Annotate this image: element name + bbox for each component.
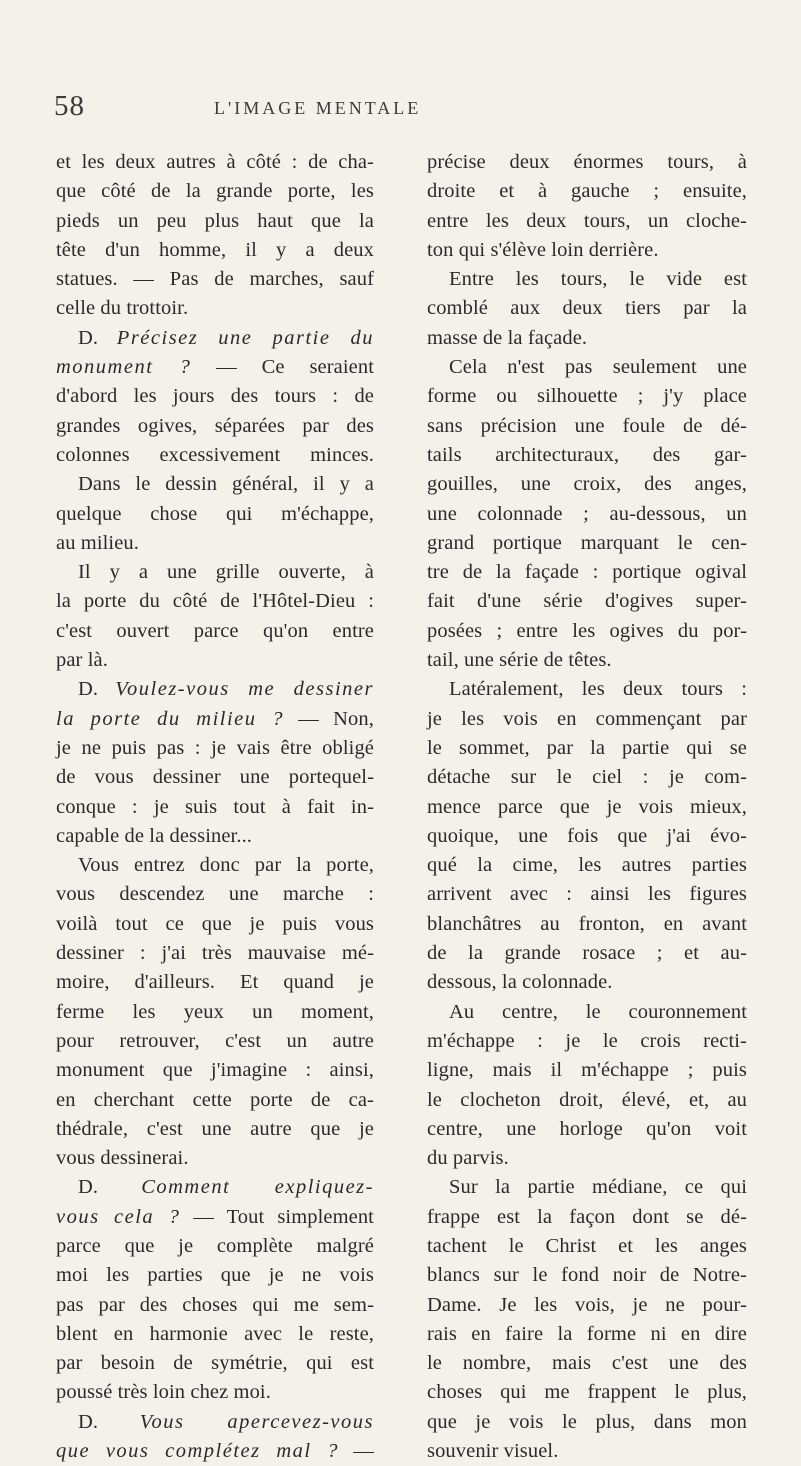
italic-text: Voulez-vous me dessiner [115, 678, 375, 701]
text-line: la porte du côté de l'Hôtel-Dieu : [56, 590, 374, 613]
text-line: en cherchant cette porte de ca- [56, 1088, 374, 1111]
text-line: Latéralement, les deux tours : [449, 678, 747, 701]
text-line: pieds un peu plus haut que la [56, 209, 374, 232]
text-line: choses qui me frappent le plus, [427, 1381, 747, 1404]
text-line: statues. — Pas de marches, sauf [56, 268, 374, 291]
text-line: monument ? — Ce seraient [56, 356, 374, 379]
text-column-left [56, 148, 374, 1466]
text-line: par besoin de symétrie, qui est [56, 1352, 374, 1375]
page-header [54, 90, 747, 124]
text-line: D. Comment expliquez- [78, 1176, 374, 1199]
text-line: du parvis. [427, 1147, 509, 1170]
text-line: forme ou silhouette ; j'y place [427, 385, 747, 408]
text-line: thédrale, c'est une autre que je [56, 1117, 374, 1140]
text-line: colonnes excessivement minces. [56, 443, 374, 466]
text-line: masse de la façade. [427, 326, 588, 349]
text-line: frappe est la façon dont se dé- [427, 1205, 747, 1228]
running-head: L'IMAGE MENTALE [214, 98, 422, 118]
text-line: le nombre, mais c'est une des [427, 1352, 747, 1375]
text-line: pas par des choses qui me sem- [56, 1293, 374, 1316]
text-line: que côté de la grande porte, les [56, 180, 374, 203]
text-line: ferme les yeux un moment, [56, 1000, 374, 1023]
italic-text: que vous complétez mal ? [56, 1440, 340, 1463]
text-line: D. Vous apercevez-vous [78, 1410, 374, 1433]
italic-text: Précisez une partie du [116, 326, 374, 349]
text-line: droite et à gauche ; ensuite, [427, 180, 747, 203]
text-line: de vous dessiner une portequel- [56, 766, 374, 789]
text-line: grand portique marquant le cen- [427, 531, 747, 554]
text-line: et les deux autres à côté : de cha- [56, 151, 374, 173]
text-line: le clocheton droit, élevé, et, au [427, 1088, 747, 1111]
text-line: de la grande rosace ; et au- [427, 942, 747, 965]
text-line: quelque chose qui m'échappe, [56, 502, 374, 525]
text-line: posées ; entre les ogives du por- [427, 619, 747, 642]
text-line: qué la cime, les autres parties [427, 854, 747, 877]
text-line: tail, une série de têtes. [427, 649, 612, 672]
text-line: que je vois le plus, dans mon [427, 1410, 747, 1433]
text-line: tre de la façade : portique ogival [427, 561, 747, 584]
text-column-right [427, 148, 747, 1466]
text-line: monument que j'imagine : ainsi, [56, 1059, 374, 1082]
text-line: centre, une horloge qu'on voit [427, 1117, 747, 1140]
text-line: capable de la dessiner... [56, 824, 253, 847]
italic-text: vous cela ? [56, 1205, 181, 1228]
page-number: 58 [54, 90, 85, 122]
text-line: vous dessinerai. [56, 1147, 189, 1170]
text-line: Cela n'est pas seulement une [449, 356, 747, 379]
text-line: blanchâtres au fronton, en avant [427, 912, 747, 935]
italic-text: Vous apercevez-vous [139, 1410, 374, 1433]
text-line: souvenir visuel. [427, 1440, 559, 1463]
text-line: Vous entrez donc par la porte, [78, 854, 374, 877]
text-line: dessiner : j'ai très mauvaise mé- [56, 942, 374, 965]
text-line: tails architecturaux, des gar- [427, 443, 747, 466]
text-line: fait d'une série d'ogives super- [427, 590, 747, 613]
text-line: précise deux énormes tours, à [427, 151, 747, 173]
text-line: Il y a une grille ouverte, à [78, 561, 374, 584]
text-line: moire, d'ailleurs. Et quand je [56, 971, 374, 994]
text-line: grandes ogives, séparées par des [56, 414, 374, 437]
text-line: ton qui s'élève loin derrière. [427, 238, 659, 261]
text-line: conque : je suis tout à fait in- [56, 795, 374, 818]
text-line: rais en faire la forme ni en dire [427, 1322, 747, 1345]
text-line: c'est ouvert parce qu'on entre [56, 619, 374, 642]
text-line: D. Précisez une partie du [78, 326, 374, 349]
text-line: tête d'un homme, il y a deux [56, 238, 374, 261]
text-line: d'abord les jours des tours : de [56, 385, 374, 408]
text-line: Dans le dessin général, il y a [78, 473, 374, 496]
text-line: Au centre, le couronnement [449, 1000, 747, 1023]
text-line: mence parce que je vois mieux, [427, 795, 747, 818]
text-line: au milieu. [56, 531, 139, 554]
text-line: poussé très loin chez moi. [56, 1381, 271, 1404]
text-line: entre les deux tours, un cloche- [427, 209, 747, 232]
text-line: gouilles, une croix, des anges, [427, 473, 747, 496]
text-line: le sommet, par la partie qui se [427, 736, 747, 759]
text-line: que vous complétez mal ? — [56, 1440, 374, 1463]
italic-text: Comment expliquez- [141, 1176, 374, 1199]
text-line: celle du trottoir. [56, 297, 189, 320]
italic-text: la porte du milieu ? [56, 707, 284, 730]
text-line: Dame. Je les vois, je ne pour- [427, 1293, 747, 1316]
text-line: voilà tout ce que je puis vous [56, 912, 374, 935]
italic-text: monument ? [56, 356, 192, 379]
text-line: m'échappe : je le crois recti- [427, 1029, 747, 1052]
text-line: moi les parties que je ne vois [56, 1264, 374, 1287]
text-line: je ne puis pas : je vais être obligé [56, 736, 374, 759]
text-line: Entre les tours, le vide est [449, 268, 747, 291]
text-line: je les vois en commençant par [427, 707, 747, 730]
text-line: blancs sur le fond noir de Notre- [427, 1264, 747, 1287]
text-line: D. Voulez-vous me dessiner [78, 678, 375, 701]
text-line: détache sur le ciel : je com- [427, 766, 747, 789]
text-line: la porte du milieu ? — Non, [56, 707, 374, 730]
text-line: quoique, une fois que j'ai évo- [427, 824, 747, 847]
text-line: pour retrouver, c'est un autre [56, 1029, 374, 1052]
text-line: par là. [56, 649, 108, 672]
text-line: sans précision une foule de dé- [427, 414, 747, 437]
text-line: dessous, la colonnade. [427, 971, 613, 994]
text-line: une colonnade ; au-dessous, un [427, 502, 747, 525]
text-line: vous cela ? — Tout simplement [56, 1205, 374, 1228]
text-line: parce que je complète malgré [56, 1234, 374, 1257]
text-line: arrivent avec : ainsi les figures [427, 883, 747, 906]
text-line: comblé aux deux tiers par la [427, 297, 747, 320]
text-line: vous descendez une marche : [56, 883, 374, 906]
text-line: ligne, mais il m'échappe ; puis [427, 1059, 747, 1082]
text-line: tachent le Christ et les anges [427, 1234, 747, 1257]
text-line: Sur la partie médiane, ce qui [449, 1176, 747, 1199]
text-line: blent en harmonie avec le reste, [56, 1322, 374, 1345]
